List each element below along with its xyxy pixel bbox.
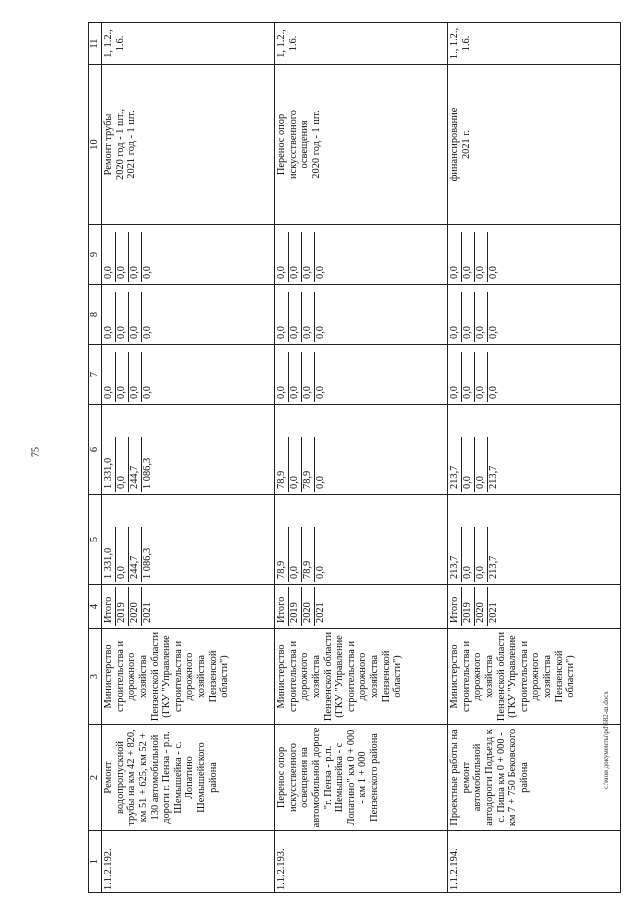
row-number: 1.1.2.193. — [275, 831, 448, 893]
regional-budget-cell — [102, 405, 275, 495]
year-label: 2019 — [116, 587, 129, 626]
value: 0,0 — [103, 352, 116, 402]
value-cell-8 — [102, 285, 275, 345]
value: 0,0 — [315, 326, 326, 339]
value: 0,0 — [289, 437, 302, 492]
expected-result — [448, 65, 621, 225]
value: 0,0 — [116, 527, 129, 582]
ref-line: 1.6. — [287, 35, 299, 52]
value-cell-7 — [102, 345, 275, 405]
header-row — [89, 23, 102, 893]
header-cell: 3 — [89, 629, 102, 725]
header-cell: 9 — [89, 225, 102, 285]
table-row — [275, 23, 448, 893]
value-cell-9 — [102, 225, 275, 285]
value: 0,0 — [475, 527, 488, 582]
value: 0,0 — [289, 232, 302, 282]
value: 0,0 — [276, 232, 289, 282]
value: 78,9 — [276, 527, 289, 582]
value: 0,0 — [302, 292, 315, 342]
ref-line: 1.6. — [114, 35, 126, 52]
ref-line: 1, 1.2., — [103, 29, 114, 58]
years-cell — [448, 585, 621, 629]
expected-result — [102, 65, 275, 225]
value: 0,0 — [315, 386, 326, 399]
value: 244,7 — [129, 527, 142, 582]
value: 1 086,3 — [142, 547, 153, 579]
total-funding-cell — [102, 495, 275, 585]
value: 0,0 — [302, 352, 315, 402]
value: 0,0 — [315, 476, 326, 489]
value: 0,0 — [103, 292, 116, 342]
value: 0,0 — [129, 352, 142, 402]
value: 213,7 — [488, 465, 499, 489]
value-cell-7 — [275, 345, 448, 405]
indicator-reference — [448, 23, 621, 65]
expected-result — [275, 65, 448, 225]
header-cell: 5 — [89, 495, 102, 585]
header-cell: 2 — [89, 725, 102, 831]
value: 0,0 — [462, 527, 475, 582]
years-cell — [102, 585, 275, 629]
responsible-organization: Министерство строительства и дорожного хозяйства Пензенской области (ГКУ "Управление строительства и дорожного хозяйства Пензенской области") — [102, 629, 275, 725]
value: 0,0 — [276, 292, 289, 342]
measure-description: Перенос опор искусственного освещения на автомобильной дороге "г. Пенза - р.п. Шемышейка - с Лопатино" км 0 + 000 - км 1 + 000 Пензенского района — [275, 725, 448, 831]
value: 0,0 — [302, 232, 315, 282]
measure-description: Ремонт водопропускной трубы на км 42 + 820, км 51 + 625, км 52 + 130 автомобильной дороги г. Пенза - р.п. Шемышейка - с. Лопатино Шемышейского района — [102, 725, 275, 831]
value-cell-8 — [275, 285, 448, 345]
result-line: Ремонт трубы — [103, 113, 114, 176]
program-table — [88, 22, 621, 893]
value: 0,0 — [475, 352, 488, 402]
value: 213,7 — [449, 527, 462, 582]
header-cell: 4 — [89, 585, 102, 629]
value: 0,0 — [116, 437, 129, 492]
value: 0,0 — [315, 566, 326, 579]
value-cell-9 — [448, 225, 621, 285]
value: 244,7 — [129, 437, 142, 492]
value: 0,0 — [449, 292, 462, 342]
total-funding-cell — [448, 495, 621, 585]
result-line: финансирование — [449, 107, 460, 182]
year-label: 2021 — [142, 602, 153, 623]
value: 0,0 — [116, 292, 129, 342]
value: 0,0 — [488, 386, 499, 399]
value: 0,0 — [116, 352, 129, 402]
result-line: 2020 год - 1 шт., — [114, 109, 126, 180]
value-cell-7 — [448, 345, 621, 405]
table-row — [102, 23, 275, 893]
header-cell: 1 — [89, 831, 102, 893]
value: 0,0 — [142, 326, 153, 339]
regional-budget-cell — [448, 405, 621, 495]
value: 0,0 — [475, 292, 488, 342]
value-cell-8 — [448, 285, 621, 345]
value: 0,0 — [462, 352, 475, 402]
value: 0,0 — [462, 437, 475, 492]
total-funding-cell — [275, 495, 448, 585]
value: 1 331,0 — [103, 437, 116, 492]
value: 0,0 — [289, 527, 302, 582]
value: 0,0 — [116, 232, 129, 282]
header-cell: 7 — [89, 345, 102, 405]
result-line: 2021 г. — [460, 129, 472, 160]
year-label: 2020 — [475, 587, 488, 626]
value: 213,7 — [449, 437, 462, 492]
value: 0,0 — [488, 326, 499, 339]
file-path-footer: c:\мои документы\pd\682-ш.docx — [602, 691, 610, 789]
table-row — [448, 23, 621, 893]
measure-description: Проектные работы на ремонт автомобильной автодороги Подъезд к с. Пиша км 0 + 000 - км 7 + 750 Бековского района — [448, 725, 621, 831]
header-cell: 10 — [89, 65, 102, 225]
value: 0,0 — [449, 352, 462, 402]
ref-line: 1., 1.2., — [449, 27, 460, 60]
rotated-table-container — [88, 23, 628, 893]
year-label: 2021 — [315, 602, 326, 623]
result-line: 2021 год - 1 шт. — [126, 110, 138, 179]
value: 0,0 — [276, 352, 289, 402]
value: 0,0 — [289, 352, 302, 402]
value: 0,0 — [462, 292, 475, 342]
row-number: 1.1.2.192. — [102, 831, 275, 893]
value: 0,0 — [103, 232, 116, 282]
value: 1 086,3 — [142, 457, 153, 489]
value: 0,0 — [129, 232, 142, 282]
value: 0,0 — [129, 292, 142, 342]
result-line: освещения — [299, 120, 311, 169]
regional-budget-cell — [275, 405, 448, 495]
year-label: 2019 — [462, 587, 475, 626]
value: 0,0 — [475, 232, 488, 282]
value: 1 331,0 — [103, 527, 116, 582]
responsible-organization: Министерство строительства и дорожного хозяйства Пензенской области (ГКУ "Управление строительства и дорожного хозяйства Пензенской области") — [448, 629, 621, 725]
years-cell — [275, 585, 448, 629]
value: 78,9 — [302, 527, 315, 582]
year-label: Итого — [449, 587, 462, 626]
value: 0,0 — [142, 266, 153, 279]
value: 0,0 — [142, 386, 153, 399]
year-label: 2019 — [289, 587, 302, 626]
row-number: 1.1.2.194. — [448, 831, 621, 893]
value: 78,9 — [276, 437, 289, 492]
year-label: 2021 — [488, 602, 499, 623]
value: 0,0 — [315, 266, 326, 279]
result-line: Перенос опор — [276, 113, 287, 176]
value: 0,0 — [289, 292, 302, 342]
value: 0,0 — [488, 266, 499, 279]
value: 0,0 — [449, 232, 462, 282]
result-line: искусственного — [287, 110, 299, 180]
ref-line: 1, 1.2., — [276, 29, 287, 58]
year-label: 2020 — [129, 587, 142, 626]
value: 78,9 — [302, 437, 315, 492]
value: 0,0 — [475, 437, 488, 492]
year-label: 2020 — [302, 587, 315, 626]
year-label: Итого — [276, 587, 289, 626]
responsible-organization: Министерство строительства и дорожного хозяйства Пензенской области (ГКУ "Управление строительства и дорожного хозяйства Пензенской области") — [275, 629, 448, 725]
value-cell-9 — [275, 225, 448, 285]
indicator-reference — [275, 23, 448, 65]
year-label: Итого — [103, 587, 116, 626]
value: 213,7 — [488, 555, 499, 579]
header-cell: 11 — [89, 23, 102, 65]
indicator-reference — [102, 23, 275, 65]
result-line: 2020 год - 1 шт. — [310, 110, 322, 179]
header-cell: 6 — [89, 405, 102, 495]
value: 0,0 — [462, 232, 475, 282]
header-cell: 8 — [89, 285, 102, 345]
ref-line: 1.6. — [460, 35, 472, 52]
page-number: 75 — [30, 447, 42, 457]
